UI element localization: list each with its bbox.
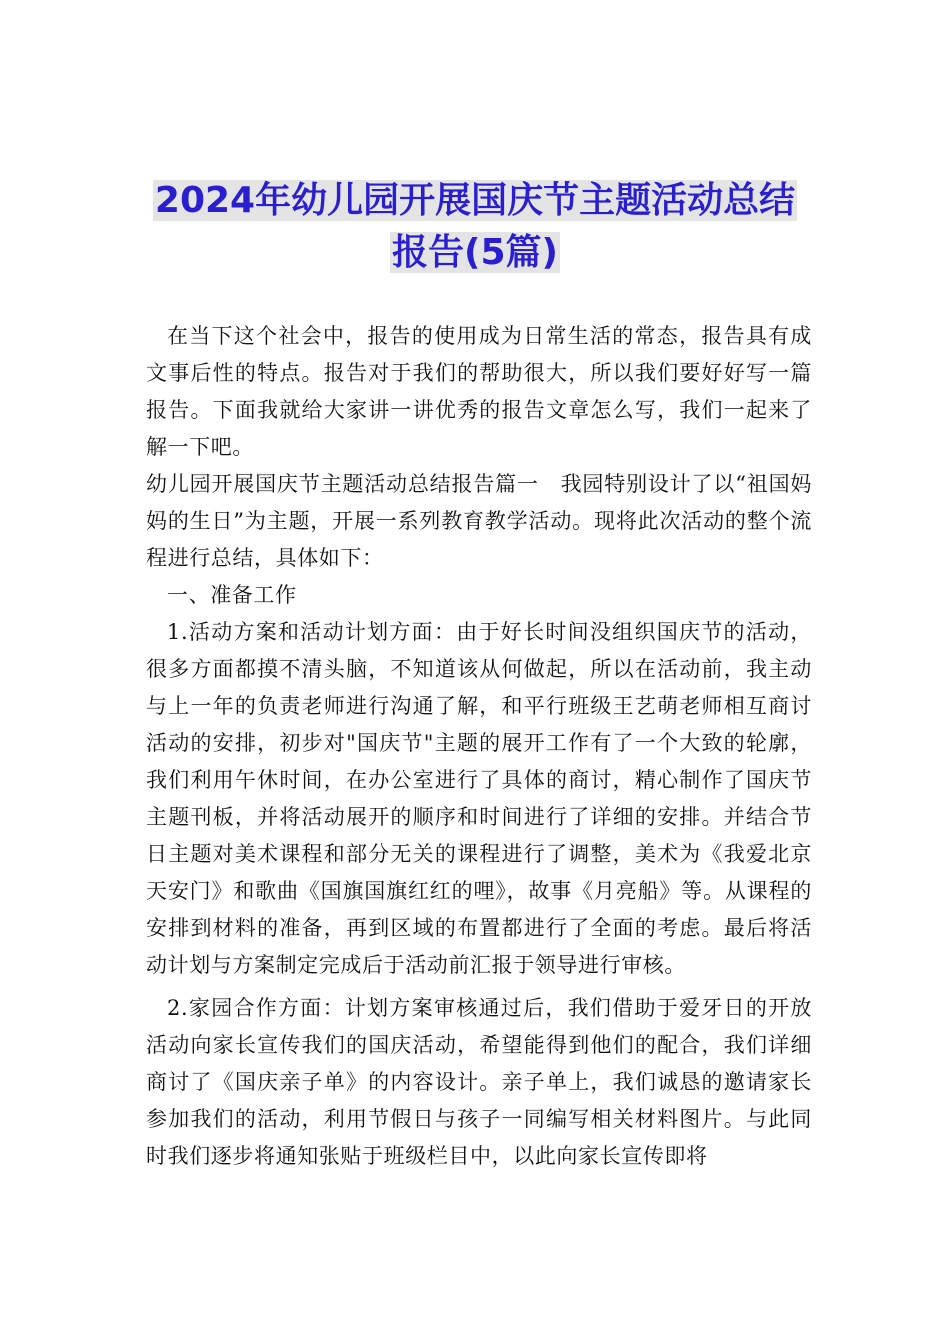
intro-paragraph: 在当下这个社会中，报告的使用成为日常生活的常态，报告具有成文事后性的特点。报告对于我们的帮助很大，所以我们要好好写一篇报告。下面我就给大家讲一讲优秀的报告文章怎么写，我们一起来了解一下吧。	[146, 324, 812, 459]
document-title-line-1	[0, 176, 950, 226]
heading-preparation: 一、准备工作	[167, 583, 297, 607]
title-text-1: 2024年幼儿园开展国庆节主题活动总结	[154, 180, 796, 221]
document-title-line-2	[0, 228, 950, 278]
item-1-paragraph: 1.活动方案和活动计划方面：由于好长时间没组织国庆节的活动，很多方面都摸不清头脑，不知道该从何做起，所以在活动前，我主动与上一年的负责老师进行沟通了解，和平行班级王艺萌老师相互商讨活动的安排，初步对"国庆节"主题的展开工作有了一个大致的轮廓，我们利用午休时间，在办公室进行了具体的商讨，精心制作了国庆节主题刊板，并将活动展开的顺序和时间进行了详细的安排。并结合节日主题对美术课程和部分无关的课程进行了调整，美术为《我爱北京天安门》和歌曲《国旗国旗红红的哩》，故事《月亮船》等。从课程的安排到材料的准备，再到区域的布置都进行了全面的考虑。最后将活动计划与方案制定完成后于活动前汇报于领导进行审核。	[146, 620, 812, 977]
title-text-2: 报告(5篇)	[392, 232, 558, 273]
section-one-paragraph: 幼儿园开展国庆节主题活动总结报告篇一 我园特别设计了以“祖国妈妈的生日”为主题，开展一系列教育教学活动。现将此次活动的整个流程进行总结，具体如下：	[146, 472, 812, 570]
item-2-paragraph: 2.家园合作方面：计划方案审核通过后，我们借助于爱牙日的开放活动向家长宣传我们的国庆活动，希望能得到他们的配合，我们详细商讨了《国庆亲子单》的内容设计。亲子单上，我们诚恳的邀请家长参加我们的活动，利用节假日与孩子一同编写相关材料图片。与此同时我们逐步将通知张贴于班级栏目中，以此向家长宣传即将	[146, 996, 812, 1168]
document-body	[146, 318, 812, 1175]
